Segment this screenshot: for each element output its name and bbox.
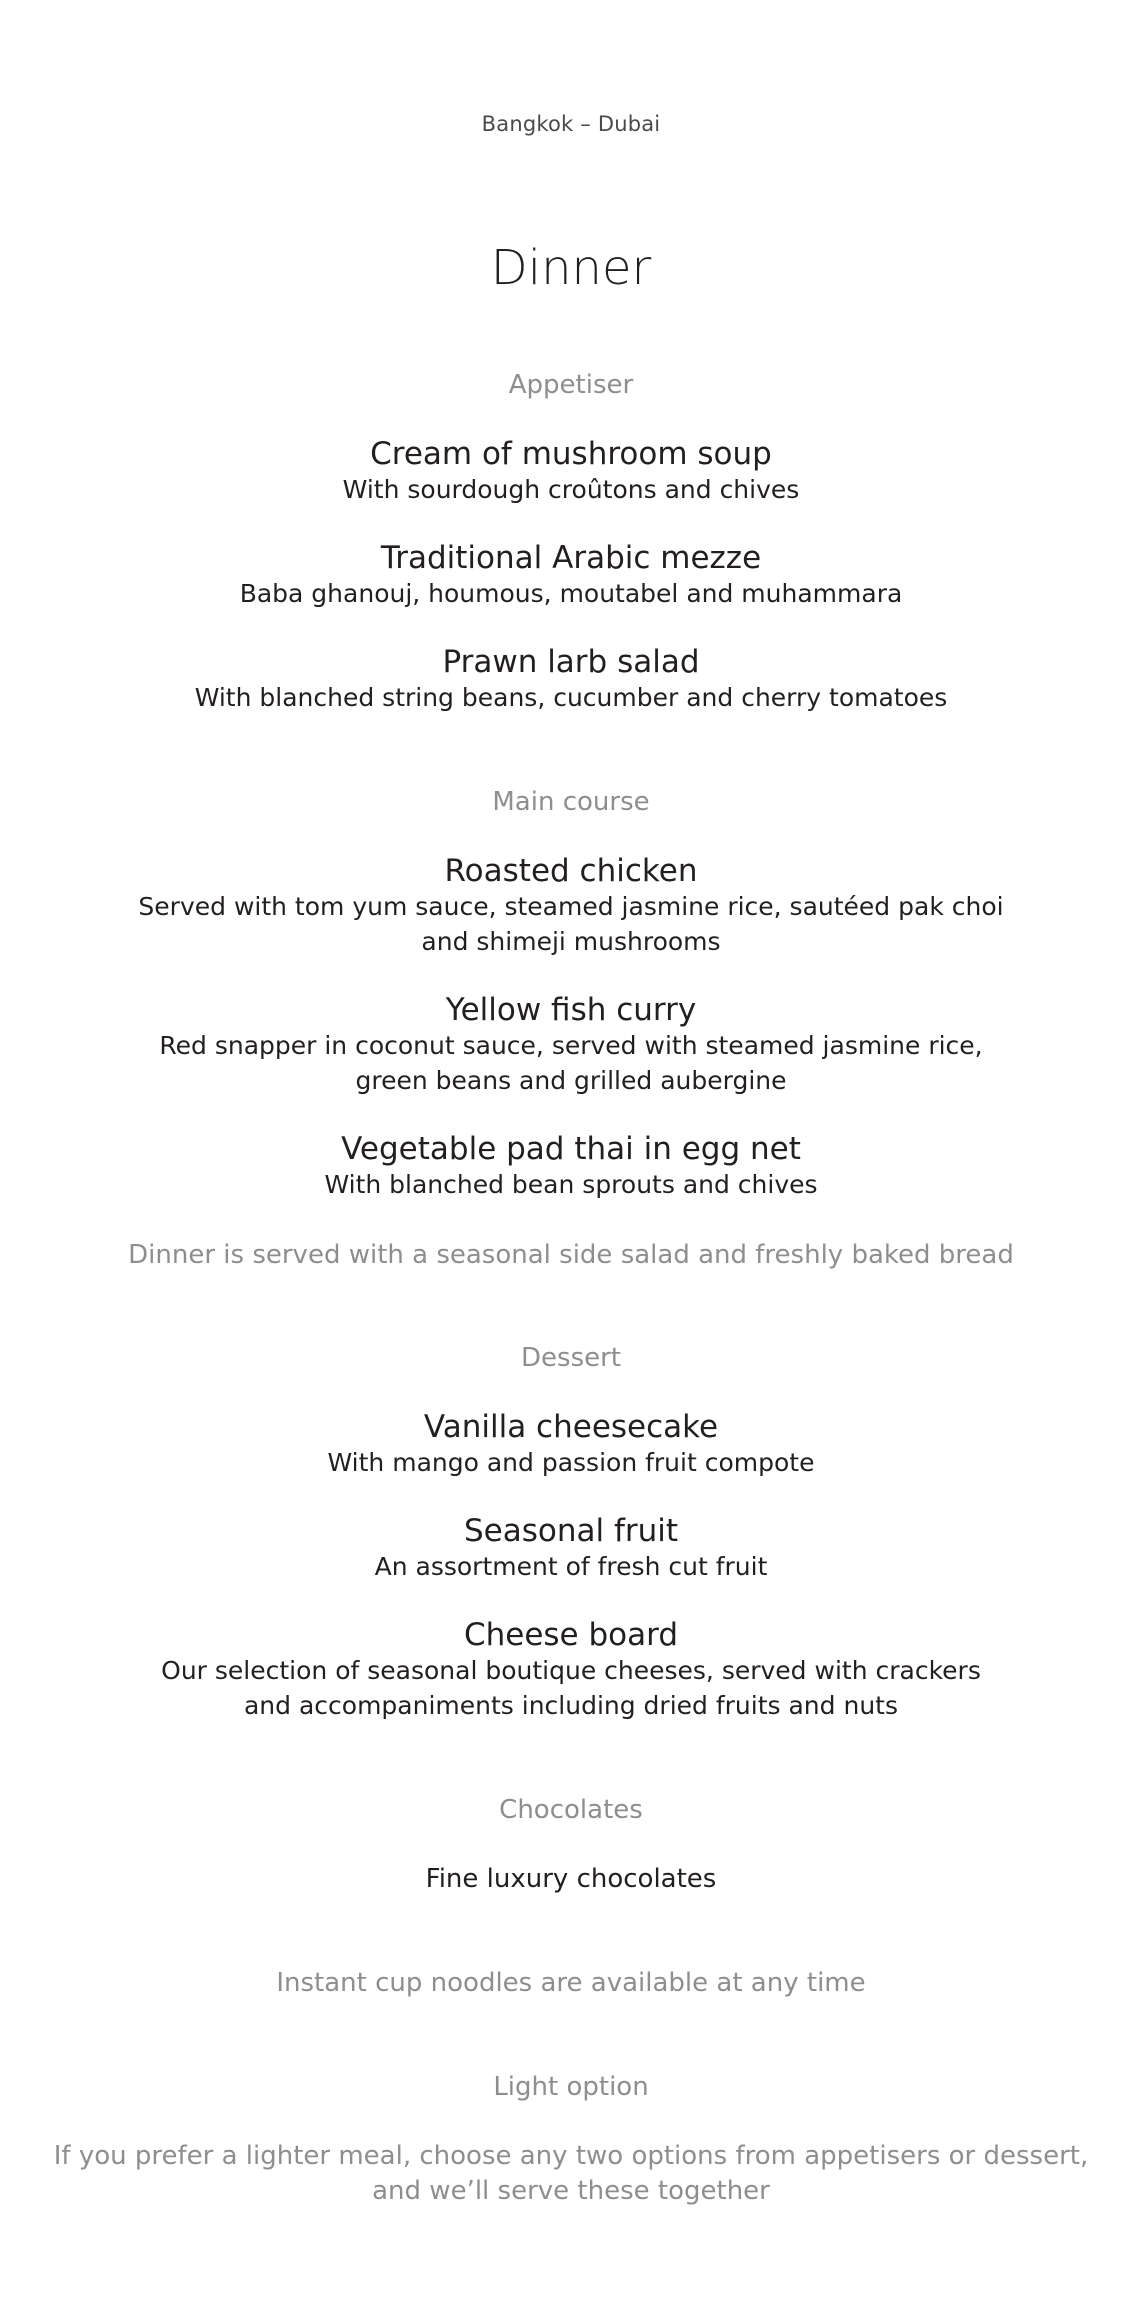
dish-name: Cheese board xyxy=(463,1617,679,1653)
dish-name: Yellow fish curry xyxy=(445,992,697,1028)
menu-item xyxy=(0,1617,1142,1723)
dish-name: Vanilla cheesecake xyxy=(423,1409,719,1445)
appetiser-heading: Appetiser xyxy=(508,370,634,400)
menu-item xyxy=(0,644,1142,715)
menu-item xyxy=(0,1131,1142,1202)
dish-name: Prawn larb salad xyxy=(442,644,700,680)
dish-name: Traditional Arabic mezze xyxy=(380,540,762,576)
chocolates-heading: Chocolates xyxy=(499,1795,643,1825)
dish-name: Roasted chicken xyxy=(444,853,698,889)
page-title: Dinner xyxy=(490,240,652,296)
dish-name: Cream of mushroom soup xyxy=(370,436,772,472)
dish-description: With blanched bean sprouts and chives xyxy=(324,1170,818,1199)
light-option-heading: Light option xyxy=(493,2072,649,2102)
menu-item xyxy=(0,1513,1142,1584)
dish-name: Vegetable pad thai in egg net xyxy=(341,1131,801,1167)
light-option-text: If you prefer a lighter meal, choose any two options from appetisers or dessert, and we’ll serve these together xyxy=(53,2141,1089,2206)
dish-name: Seasonal fruit xyxy=(463,1513,679,1549)
dish-description: With blanched string beans, cucumber and cherry tomatoes xyxy=(194,683,948,712)
dish-description: With sourdough croûtons and chives xyxy=(342,475,800,504)
noodles-note: Instant cup noodles are available at any time xyxy=(276,1968,866,1998)
main-course-heading: Main course xyxy=(492,787,650,817)
menu-item xyxy=(0,853,1142,959)
dish-description: Baba ghanouj, houmous, moutabel and muhammara xyxy=(239,579,903,608)
bread-note: Dinner is served with a seasonal side salad and freshly baked bread xyxy=(128,1240,1014,1270)
menu-item xyxy=(0,436,1142,507)
menu-item xyxy=(0,992,1142,1098)
dessert-heading: Dessert xyxy=(521,1343,621,1373)
dish-description: Red snapper in coconut sauce, served with steamed jasmine rice, green beans and grilled aubergine xyxy=(159,1031,983,1095)
dish-description: An assortment of fresh cut fruit xyxy=(374,1552,768,1581)
menu-item xyxy=(0,1409,1142,1480)
menu-item xyxy=(0,540,1142,611)
dish-description: Our selection of seasonal boutique cheeses, served with crackers and accompaniments including dried fruits and nuts xyxy=(161,1656,981,1720)
dish-description: With mango and passion fruit compote xyxy=(327,1448,815,1477)
chocolates-item: Fine luxury chocolates xyxy=(425,1864,717,1894)
flight-route: Bangkok – Dubai xyxy=(481,112,661,136)
dish-description: Served with tom yum sauce, steamed jasmine rice, sautéed pak choi and shimeji mushrooms xyxy=(138,892,1004,956)
